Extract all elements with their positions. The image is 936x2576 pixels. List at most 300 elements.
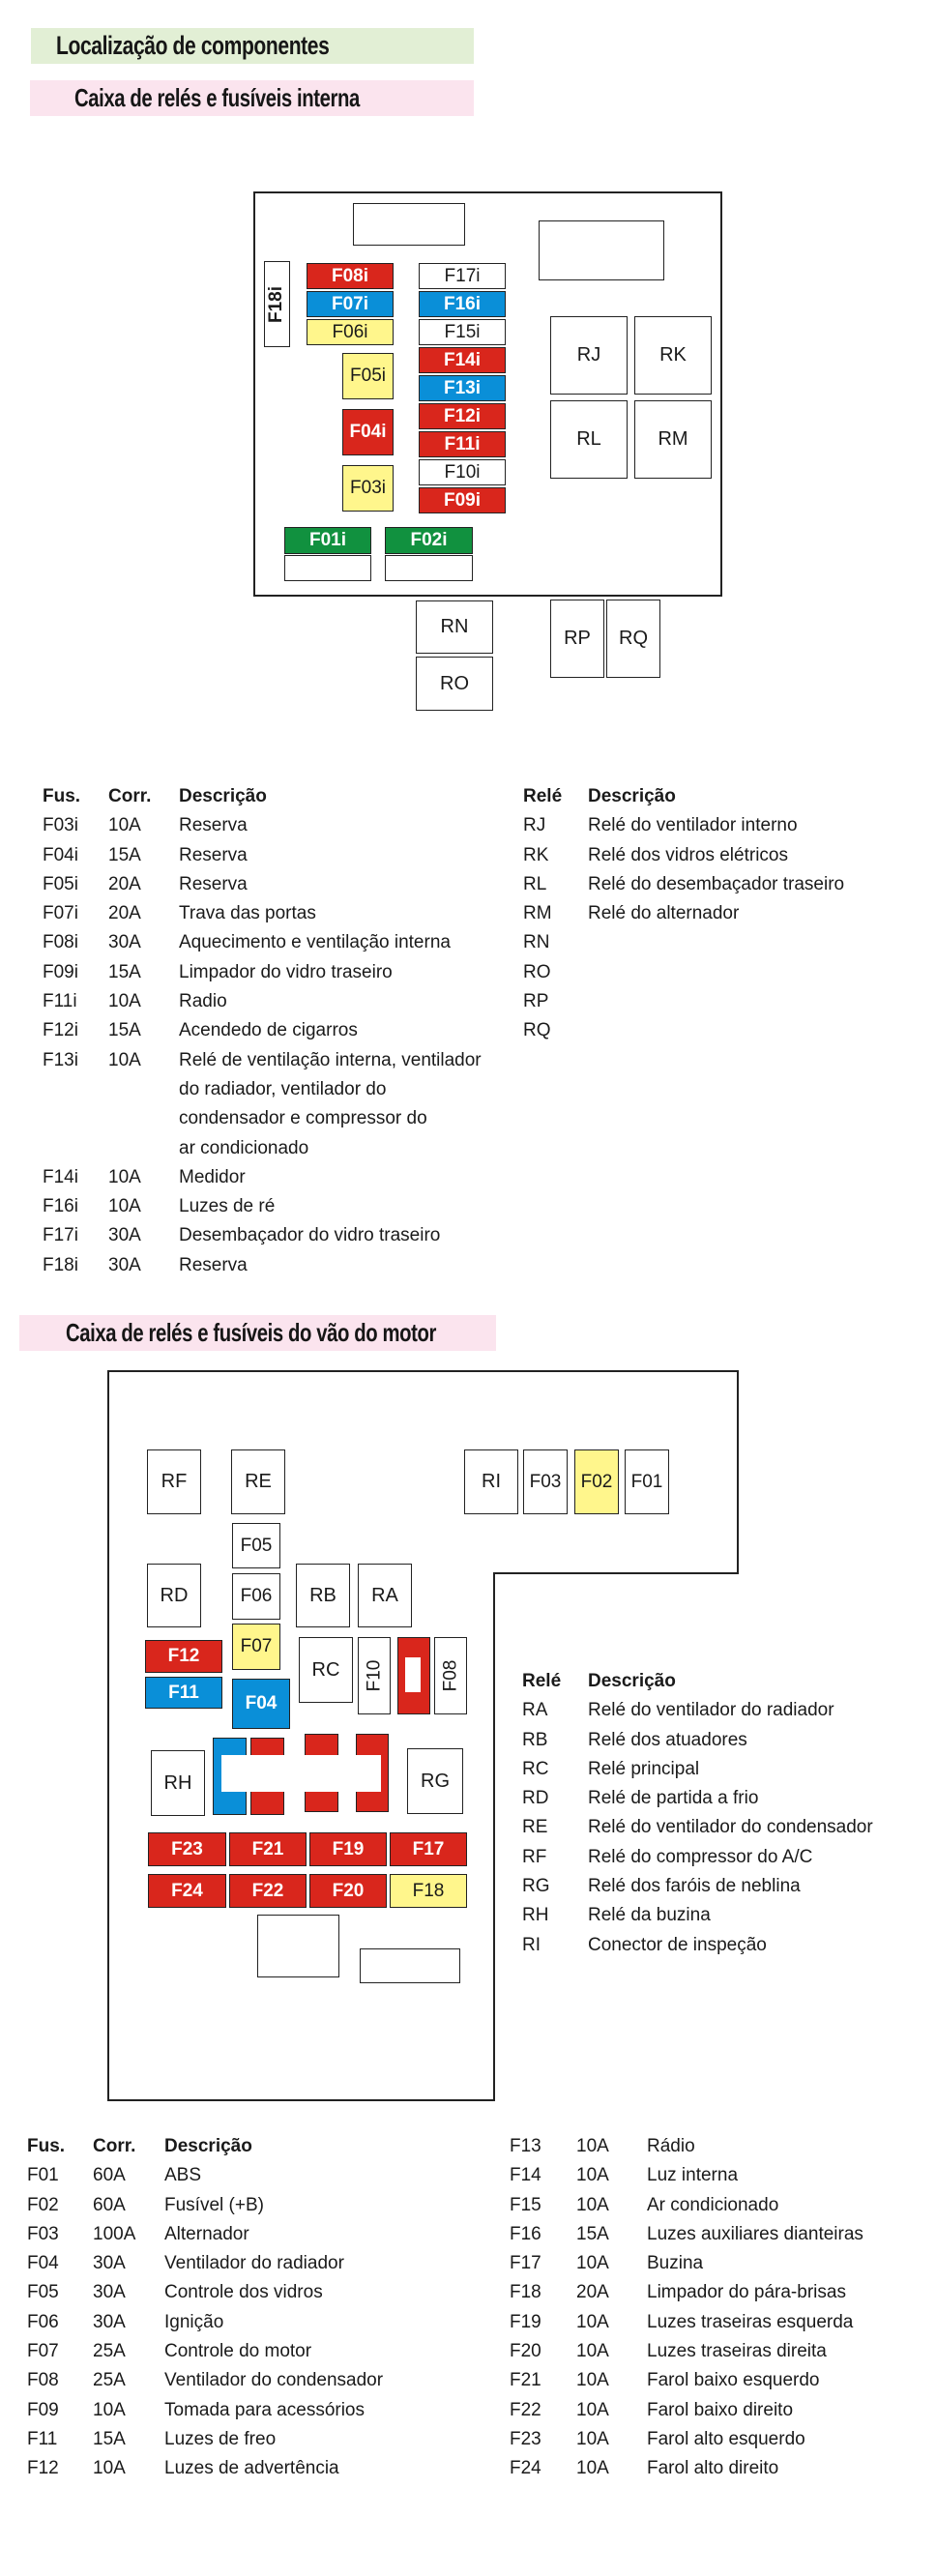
cell-text: F22 (251, 1880, 284, 1901)
cell-text: F04 (245, 1693, 278, 1713)
cell-text: Limpador do pára-brisas (647, 2282, 846, 2303)
fuse-F07[interactable] (232, 1624, 280, 1670)
table-row (27, 2425, 482, 2454)
table-row (43, 899, 507, 928)
table-row (510, 2425, 925, 2454)
table-row (522, 1784, 928, 1813)
fuse-F05[interactable] (232, 1523, 280, 1568)
cell-text: F18i (43, 1254, 78, 1275)
cell-text: Relé dos faróis de neblina (588, 1876, 801, 1897)
table-row (27, 2191, 482, 2220)
cell-text: Luzes traseiras esquerda (647, 2311, 854, 2332)
cell-text: F07 (240, 1636, 273, 1656)
fuse-F08i[interactable] (307, 263, 394, 289)
cell-text: Luzes traseiras direita (647, 2341, 827, 2362)
cell-text: F03 (27, 2223, 59, 2244)
cell-text: F07i (43, 903, 78, 924)
cell-text: F12i (43, 1020, 78, 1041)
cell-text: 10A (108, 991, 141, 1012)
table-row-continuation (43, 1134, 507, 1163)
table-row (27, 2454, 482, 2483)
cell-text: Relé do alternador (588, 903, 740, 924)
cell-text: F02 (27, 2194, 59, 2215)
cell-text: RB (522, 1729, 548, 1750)
table-row (43, 987, 507, 1016)
fuse-F13i[interactable] (419, 375, 506, 401)
cell-text: F19 (510, 2311, 541, 2332)
cell-text: RB (309, 1584, 336, 1606)
cell-text: 30A (93, 2311, 126, 2332)
cell-text: RN (523, 932, 550, 953)
cell-text: 30A (108, 932, 141, 953)
table-header (523, 782, 929, 811)
cell-text: 15A (108, 961, 141, 982)
fuse-F23[interactable] (148, 1832, 226, 1866)
fuse-F03[interactable] (523, 1449, 568, 1514)
cell-text: 10A (108, 1196, 141, 1217)
cell-text: F14 (510, 2165, 541, 2186)
table-row (43, 1016, 507, 1045)
cell-text: 20A (108, 903, 141, 924)
cell-text: RL (523, 873, 547, 894)
cell-text: RA (522, 1700, 548, 1721)
cell-text: 25A (93, 2341, 126, 2362)
cell-text: Relé do ventilador do condensador (588, 1817, 873, 1838)
cell-text: Farol baixo esquerdo (647, 2370, 820, 2391)
cell-text: RF (161, 1471, 188, 1492)
table-row (43, 1163, 507, 1192)
cell-text: RQ (523, 1020, 551, 1041)
cell-text: Reserva (179, 844, 248, 865)
cell-text: F22 (510, 2399, 541, 2420)
fuse-F07i[interactable] (307, 291, 394, 317)
table-row (27, 2249, 482, 2278)
cell-text: F05i (350, 366, 386, 386)
cell-text: Relé de partida a frio (588, 1788, 759, 1809)
cell-text: F13i (43, 1049, 78, 1070)
cell-text: 20A (576, 2282, 609, 2303)
fuse-F01i[interactable] (284, 527, 371, 554)
cell-text: do radiador, ventilador do (179, 1078, 387, 1099)
outline-right-upper (737, 1370, 739, 1574)
cell-text: Descrição (588, 1671, 676, 1691)
table-row (510, 2366, 925, 2395)
cell-text: F19 (332, 1838, 365, 1859)
cell-text: RH (522, 1905, 549, 1926)
table-row (27, 2161, 482, 2190)
cell-text: F11i (444, 433, 481, 454)
cell-text: F11i (43, 991, 77, 1012)
cell-text: 100A (93, 2223, 136, 2244)
relay-RQ[interactable] (606, 600, 660, 678)
relay-RB[interactable] (296, 1564, 350, 1627)
relay-RK[interactable] (634, 316, 712, 395)
cell-text: Radio (179, 991, 227, 1012)
fuse-F12i[interactable] (419, 403, 506, 429)
table-header (27, 2132, 482, 2161)
cell-text: 10A (576, 2165, 609, 2186)
engine-bottom-slot-2 (360, 1948, 460, 1983)
cell-text: F20 (332, 1880, 365, 1901)
cell-text: RK (523, 844, 549, 865)
relay-RJ[interactable] (550, 316, 628, 395)
cell-text: F18 (412, 1880, 445, 1901)
cell-text: 10A (576, 2370, 609, 2391)
cell-text: F09i (43, 961, 78, 982)
cell-text: Trava das portas (179, 903, 316, 924)
table-row (43, 1192, 507, 1221)
cell-text: 10A (576, 2194, 609, 2215)
relay-RM[interactable] (634, 400, 712, 479)
fuse-F24[interactable] (148, 1874, 226, 1908)
table-row (43, 1046, 507, 1075)
cell-text: F14i (43, 1166, 78, 1187)
table-row-continuation (43, 1104, 507, 1133)
cell-text: F16i (443, 293, 482, 314)
fuse-F02i[interactable] (385, 527, 473, 554)
cell-text: 10A (93, 2458, 126, 2479)
cell-text: RI (482, 1471, 501, 1492)
table-row (43, 928, 507, 957)
table-row (523, 987, 929, 1016)
cell-text: Farol alto direito (647, 2458, 779, 2479)
table-row (510, 2132, 925, 2161)
outline-top (107, 1370, 739, 1372)
cell-text: RG (522, 1876, 550, 1897)
cell-text: RJ (523, 815, 546, 836)
fuse-F20[interactable] (309, 1874, 387, 1908)
cell-text: Luzes de advertência (164, 2458, 339, 2479)
cell-text: F15i (444, 321, 481, 342)
cell-text: ABS (164, 2165, 202, 2186)
cell-text: F06 (240, 1586, 273, 1606)
fuse-F11i[interactable] (419, 431, 506, 457)
cell-text: 10A (108, 1049, 141, 1070)
cell-text: Corr. (93, 2136, 136, 2156)
cell-text: F21 (510, 2370, 541, 2391)
table-row (523, 870, 929, 899)
cell-text: F17 (510, 2253, 541, 2274)
fuse-unlabeled-red[interactable] (397, 1637, 430, 1714)
cell-text: RQ (619, 628, 648, 649)
table-row (523, 928, 929, 957)
table-row (522, 1755, 928, 1784)
cell-text: Luzes de ré (179, 1196, 276, 1217)
fuse-F17[interactable] (390, 1832, 467, 1866)
table-row (510, 2454, 925, 2483)
cell-text: F12 (27, 2458, 59, 2479)
cell-text: Farol baixo direito (647, 2399, 794, 2420)
internal-box-title: Caixa de relés e fusíveis interna (74, 83, 360, 112)
relay-RC[interactable] (299, 1637, 353, 1703)
cell-text: 30A (108, 1254, 141, 1275)
table-row-continuation (43, 1075, 507, 1104)
cell-text: F17i (444, 265, 481, 286)
internal-top-slot-2 (539, 220, 664, 280)
cell-text: F03 (529, 1471, 562, 1492)
cell-text: RP (523, 991, 549, 1012)
cell-text: F21 (251, 1838, 284, 1859)
fuse-F01i-slot (284, 555, 371, 581)
table-header (522, 1667, 928, 1696)
cell-text: Reserva (179, 815, 248, 836)
cell-text: RN (440, 616, 469, 637)
relay-RG[interactable] (407, 1748, 463, 1814)
fuse-F10i[interactable] (419, 459, 506, 485)
cell-text: F17i (43, 1225, 78, 1246)
relay-RF[interactable] (147, 1449, 201, 1514)
cell-text: RE (245, 1471, 272, 1492)
fuse-F16i[interactable] (419, 291, 506, 317)
cell-text: F03i (350, 478, 386, 498)
cell-text: 10A (576, 2311, 609, 2332)
fuse-F21[interactable] (229, 1832, 307, 1866)
fuse-F02i-slot (385, 555, 473, 581)
cell-text: F06 (27, 2311, 59, 2332)
cell-text: RG (421, 1770, 450, 1792)
cell-text: F04 (27, 2253, 59, 2274)
cell-text: 10A (108, 815, 141, 836)
cell-text: F05 (27, 2282, 59, 2303)
table-row (43, 841, 507, 870)
fuse-F02[interactable] (574, 1449, 619, 1514)
cell-text: RO (440, 672, 469, 694)
cell-text: Controle do motor (164, 2341, 312, 2362)
fuse-window (405, 1657, 421, 1692)
cell-text: Buzina (647, 2253, 704, 2274)
table-row (523, 811, 929, 840)
cell-text: Ar condicionado (647, 2194, 779, 2215)
engine-fuse-table-left (27, 2132, 482, 2484)
cell-text: Ventilador do condensador (164, 2370, 384, 2391)
fuse-F05i[interactable] (342, 353, 394, 399)
table-row (523, 1016, 929, 1045)
cell-text: 30A (108, 1225, 141, 1246)
cell-text: F16i (43, 1196, 78, 1217)
cell-text: 20A (108, 873, 141, 894)
cell-text: F18i (266, 285, 287, 323)
table-row (522, 1843, 928, 1872)
cell-text: Relé do ventilador interno (588, 815, 798, 836)
cell-text: 10A (108, 1166, 141, 1187)
engine-bottom-slot-1 (257, 1915, 339, 1977)
cell-text: Relé dos vidros elétricos (588, 844, 788, 865)
fuse-F10[interactable] (358, 1637, 391, 1714)
table-row (43, 870, 507, 899)
cell-text: F08i (43, 932, 78, 953)
fuse-F14i[interactable] (419, 347, 506, 373)
cell-text: 10A (576, 2458, 609, 2479)
cell-text: RD (522, 1788, 549, 1809)
internal-relay-table (523, 782, 929, 1046)
cell-text: Conector de inspeção (588, 1934, 767, 1955)
cell-text: Relé (522, 1671, 562, 1691)
cell-text: 10A (576, 2428, 609, 2449)
cell-text: 30A (93, 2253, 126, 2274)
table-row (510, 2278, 925, 2307)
cell-text: Ventilador do radiador (164, 2253, 344, 2274)
cell-text: RF (522, 1846, 547, 1867)
cell-text: 10A (576, 2399, 609, 2420)
relay-RD[interactable] (147, 1564, 201, 1627)
cell-text: Desembaçador do vidro traseiro (179, 1225, 441, 1246)
table-row (510, 2220, 925, 2249)
cell-text: Relé (523, 786, 563, 806)
cell-text: Descrição (179, 786, 267, 806)
main-title-banner (31, 28, 474, 64)
table-row (43, 1251, 507, 1280)
internal-box-banner (30, 80, 474, 116)
relay-RH[interactable] (151, 1750, 205, 1816)
cell-text: RD (160, 1584, 189, 1606)
relay-RA[interactable] (358, 1564, 412, 1627)
table-row (43, 811, 507, 840)
cell-text: F08i (331, 265, 369, 286)
table-row (523, 958, 929, 987)
cell-text: Aquecimento e ventilação interna (179, 932, 451, 953)
cell-text: 15A (108, 844, 141, 865)
cell-text: F06i (332, 321, 368, 342)
fuse-F19[interactable] (309, 1832, 387, 1866)
cell-text: RC (522, 1758, 549, 1779)
fuse-F04i[interactable] (342, 409, 394, 455)
cell-text: Fusível (+B) (164, 2194, 264, 2215)
relay-RL[interactable] (550, 400, 628, 479)
cell-text: 15A (576, 2223, 609, 2244)
cell-text: RJ (576, 344, 601, 366)
table-row (27, 2308, 482, 2337)
table-row (510, 2337, 925, 2366)
cell-text: F08 (27, 2370, 59, 2391)
cell-text: Rádio (647, 2136, 695, 2156)
cell-text: Relé dos atuadores (588, 1729, 747, 1750)
cell-text: Descrição (588, 786, 676, 806)
cell-text: RL (576, 428, 601, 450)
cell-text: Tomada para acessórios (164, 2399, 365, 2420)
cell-text: Luzes auxiliares dianteiras (647, 2223, 863, 2244)
fuse-F15i[interactable] (419, 319, 506, 345)
cell-text: F13 (510, 2136, 541, 2156)
cell-text: RC (311, 1658, 340, 1681)
cell-text: F03i (43, 815, 78, 836)
cell-text: Relé de ventilação interna, ventilador (179, 1049, 482, 1070)
fuse-F04[interactable] (232, 1679, 290, 1729)
cell-text: Medidor (179, 1166, 246, 1187)
cell-text: F05i (43, 873, 78, 894)
table-row (43, 1221, 507, 1250)
fuse-F01[interactable] (625, 1449, 669, 1514)
cell-text: F23 (510, 2428, 541, 2449)
fuse-F12[interactable] (145, 1640, 222, 1673)
fuse-F18[interactable] (390, 1874, 467, 1908)
table-header (43, 782, 507, 811)
cell-text: Relé do desembaçador traseiro (588, 873, 845, 894)
cell-text: F04i (349, 422, 387, 442)
table-row (523, 841, 929, 870)
cell-text: F23 (171, 1838, 203, 1859)
cell-text: 30A (93, 2282, 126, 2303)
table-row (522, 1813, 928, 1842)
cell-text: RM (523, 903, 552, 924)
cell-text: RK (659, 344, 687, 366)
fuse-F22[interactable] (229, 1874, 307, 1908)
fuse-F06i[interactable] (307, 319, 394, 345)
cell-text: F01i (308, 530, 347, 550)
cell-text: 10A (576, 2136, 609, 2156)
cell-text: condensador e compressor do (179, 1108, 427, 1129)
fuse-F08[interactable] (434, 1637, 467, 1714)
cell-text: Relé da buzina (588, 1905, 711, 1926)
fuse-F06[interactable] (232, 1573, 280, 1620)
cell-text: F18 (510, 2282, 541, 2303)
main-title: Localização de componentes (56, 31, 330, 60)
cell-text: ar condicionado (179, 1137, 309, 1158)
cell-text: RA (371, 1584, 398, 1606)
cell-text: 15A (108, 1020, 141, 1041)
fuse-F11[interactable] (145, 1677, 222, 1709)
cell-text: F09 (27, 2399, 59, 2420)
cell-text: F15 (510, 2194, 541, 2215)
cell-text: Luz interna (647, 2165, 739, 2186)
cell-text: F01 (27, 2165, 59, 2186)
table-row (27, 2366, 482, 2395)
cell-text: F24 (171, 1880, 203, 1901)
cell-text: F14i (443, 349, 482, 370)
relay-RP[interactable] (550, 600, 604, 678)
table-row (510, 2161, 925, 2190)
table-row (510, 2249, 925, 2278)
cell-text: F05 (240, 1535, 273, 1556)
cell-text: RO (523, 961, 551, 982)
cell-text: F07 (27, 2341, 59, 2362)
table-row (510, 2396, 925, 2425)
cell-text: F11 (27, 2428, 58, 2449)
fuse-F03i[interactable] (342, 465, 394, 512)
cell-text: F09i (443, 489, 482, 511)
cell-text: Corr. (108, 786, 152, 806)
table-row (510, 2308, 925, 2337)
outline-bottom (107, 2099, 495, 2101)
cell-text: F04i (43, 844, 78, 865)
table-row (522, 1901, 928, 1930)
fuse-strip-band (221, 1755, 381, 1792)
cell-text: Relé do ventilador do radiador (588, 1700, 834, 1721)
internal-fuse-table (43, 782, 507, 1280)
relay-RO[interactable] (416, 657, 493, 711)
outline-step (493, 1572, 739, 1574)
cell-text: Luzes de freo (164, 2428, 277, 2449)
cell-text: F01 (630, 1471, 663, 1492)
table-row (522, 1931, 928, 1960)
relay-RE[interactable] (231, 1449, 285, 1514)
relay-RN[interactable] (416, 600, 493, 654)
cell-text: F17 (412, 1838, 445, 1859)
cell-text: Ignição (164, 2311, 224, 2332)
cell-text: F16 (510, 2223, 541, 2244)
cell-text: F24 (510, 2458, 541, 2479)
fuse-F17i[interactable] (419, 263, 506, 289)
cell-text: F12i (443, 405, 482, 426)
relay-RI[interactable] (464, 1449, 518, 1514)
fuse-F18i[interactable] (264, 261, 290, 347)
cell-text: F10 (364, 1659, 384, 1692)
cell-text: 10A (576, 2341, 609, 2362)
cell-text: Fus. (43, 786, 81, 806)
fuse-F09i[interactable] (419, 487, 506, 513)
cell-text: F13i (443, 377, 482, 398)
cell-text: F02 (580, 1471, 613, 1492)
cell-text: Reserva (179, 873, 248, 894)
